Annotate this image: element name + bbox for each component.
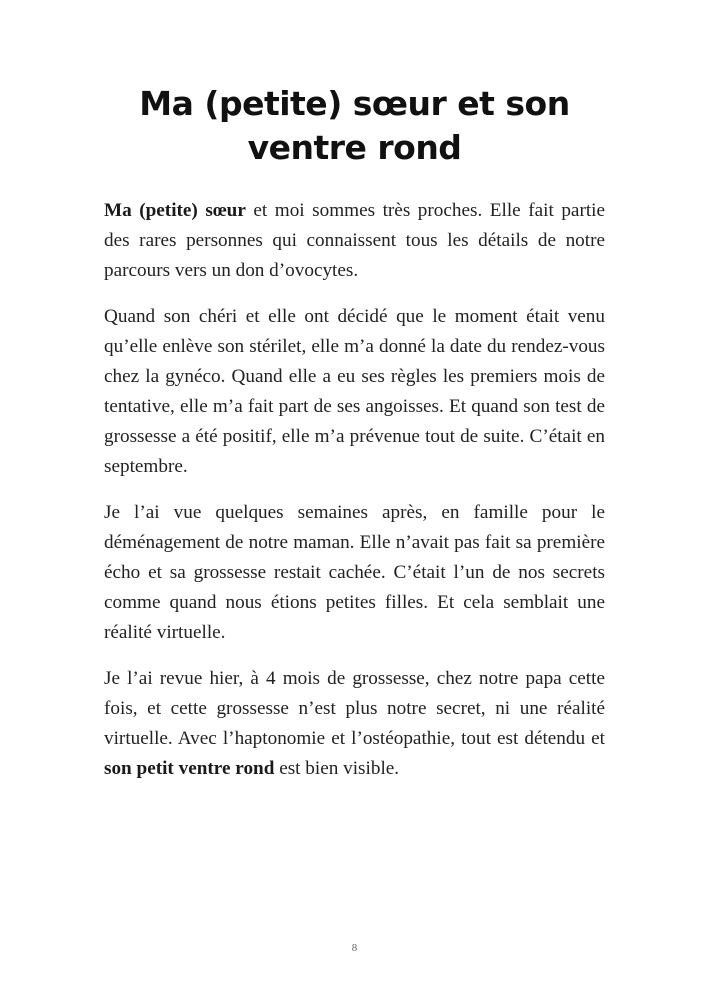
paragraph-text: Je l’ai revue hier, à 4 mois de grossesse, chez notre papa cette fois, et cette grossesse n’est plus notre secret, ni une réalité virtuelle. Avec l’haptonomie et l’ostéopathie, tout est détendu et (104, 668, 605, 749)
bold-phrase: son petit ventre rond (104, 758, 275, 779)
page-number: 8 (351, 942, 358, 954)
paragraph-text: Quand son chéri et elle ont décidé que le moment était venu qu’elle enlève son stérilet, elle m’a donné la date du rendez-vous chez la gynéco. Quand elle a eu ses règles les premiers mois de tentative, elle m’a fait part de ses angoisses. Et quand son test de grossesse a été positif, elle m’a prévenue tout de suite. C’était en septembre. (104, 306, 605, 477)
paragraph-4 (104, 664, 605, 784)
paragraph-text: Je l’ai vue quelques semaines après, en famille pour le déménagement de notre maman. Elle n’avait pas fait sa première écho et sa grossesse restait cachée. C’était l’un de nos secrets comme quand nous étions petites filles. Et cela semblait une réalité virtuelle. (104, 502, 605, 643)
paragraph-text: et moi sommes très proches. Elle fait partie des rares personnes qui connaissent tous les détails de notre parcours vers un don d’ovocytes. (104, 200, 606, 281)
bold-lead: Ma (petite) sœur (104, 200, 246, 221)
paragraph-text-end: est bien visible. (274, 758, 400, 779)
paragraph-3 (104, 498, 605, 648)
paragraph-2 (104, 302, 605, 482)
body-text (104, 196, 605, 800)
page-title: Ma (petite) sœur et son ventre rond (139, 84, 570, 167)
paragraph-1 (104, 196, 605, 286)
